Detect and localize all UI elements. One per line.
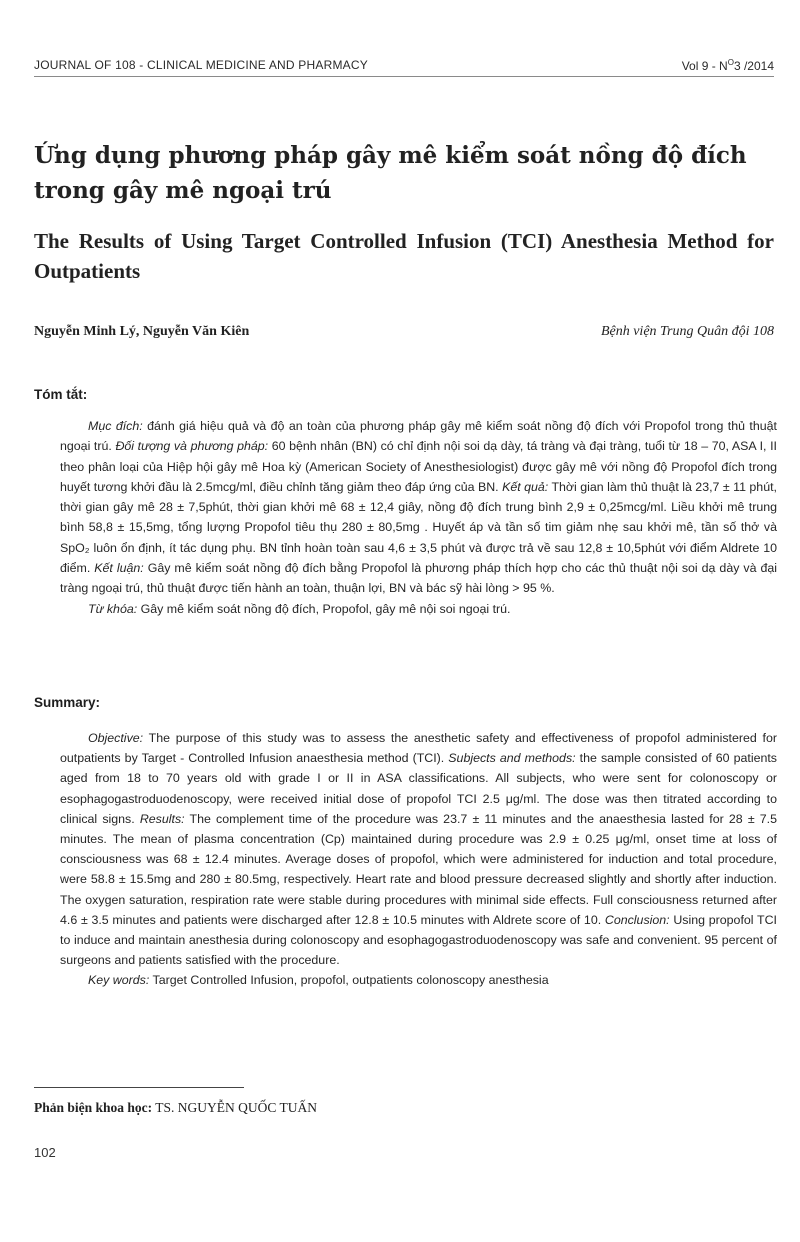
abstract-en-body: [60, 728, 777, 970]
footnote-rule: [34, 1087, 244, 1088]
conclusion-label-vi: Kết luận:: [94, 561, 144, 576]
volume-prefix: Vol 9 - N: [681, 59, 728, 73]
footnote-reviewer-name: TS. NGUYỄN QUỐC TUẤN: [152, 1100, 318, 1115]
journal-name: JOURNAL OF 108 - CLINICAL MEDICINE AND PHARMACY: [34, 58, 368, 72]
footnote-label: Phản biện khoa học:: [34, 1100, 153, 1115]
keywords-label-en: Key words:: [88, 973, 150, 988]
results-label-en: Results:: [139, 811, 185, 826]
methods-label-vi: Đối tượng và phương pháp:: [115, 439, 269, 454]
objective-label-vi: Mục đích:: [88, 419, 143, 433]
keywords-text-en: Target Controlled Infusion, propofol, outpatients colonoscopy anesthesia: [149, 973, 549, 988]
conclusion-text-en: Using propofol TCI to induce and maintain anesthesia during colonoscopy and esophagogastroduodenoscopy was safe and convenient. 95 percent of surgeons and patients satisfied with the procedure.: [60, 912, 777, 968]
affiliation: Bệnh viện Trung Quân đội 108: [600, 324, 774, 339]
volume-issue: [682, 58, 774, 73]
keywords-vi: [60, 599, 777, 619]
results-text-en: The complement time of the procedure was 23.7 ± 11 minutes and the anaesthesia lasted for 28 ± 7.5 minutes. The mean of plasma concentration (Cp) maintained during procedure was 2.9 ± 0.25 μg/ml, onset time at loss of consciousness was 68 ± 12.4 minutes. Average doses of propofol, which were administered for induction and total procedure, were 58.8 ± 15.5mg and 280 ± 80.5mg, respectively. Heart rate and blood pressure decreased slightly and shortly after induction. The oxygen saturation, respiration rate were stable during procedures with minimal side effects. Full consciousness returned after 4.6 ± 3.5 minutes and patients were discharged after 12.8 ± 10.5 minutes with Aldrete score of 10.: [60, 811, 777, 927]
methods-text-en: the sample consisted of 60 patients aged from 18 to 70 years old with grade I or II in ASA classifications. All subjects, who were sent for colonoscopy or esophagogastroduodenoscopy, were received initial dose of propofol TCI 2.5 μg/ml. The dose was then titrated according to clinical signs.: [60, 751, 777, 826]
conclusion-label-en: Conclusion:: [604, 912, 670, 927]
abstract-english: [60, 728, 777, 991]
title-english: The Results of Using Target Controlled Infusion (TCI) Anesthesia Method for Outpatients: [34, 229, 774, 283]
header-rule: [34, 76, 774, 77]
methods-text-vi: 60 bệnh nhân (BN) có chỉ định nội soi dạ dày, tá tràng và đại tràng, tuổi từ 18 – 70, ASA I, II theo phân loại của Hiệp hội gây mê Hoa kỳ (American Society of Anesthesiologist) được gây mê với nồng độ Propofol đích trong huyết tương khởi đầu là 2.5mcg/ml, điều chỉnh tăng giảm theo đáp ứng của BN.: [60, 439, 778, 494]
page-number: 102: [34, 1145, 56, 1160]
volume-suffix: 3 /2014: [733, 59, 774, 73]
keywords-text-vi: Gây mê kiểm soát nồng độ đích, Propofol, gây mê nội soi ngoại trú.: [137, 601, 511, 616]
volume-sup: O: [727, 58, 734, 67]
methods-label-en: Subjects and methods:: [448, 751, 576, 766]
conclusion-text-vi: Gây mê kiểm soát nồng độ đích bằng Propofol là phương pháp thích hợp cho các thủ thuật nội soi dạ dày và đại tràng ngoại trú, thủ thuật được tiến hành an toàn, thuận lợi, BN và bác sỹ hài lòng > 95 %.: [60, 561, 777, 596]
results-label-vi: Kết quả:: [502, 479, 549, 494]
footnote-reviewer: [34, 1100, 317, 1116]
authors: Nguyễn Minh Lý, Nguyễn Văn Kiên: [34, 324, 250, 339]
running-head: [34, 54, 774, 78]
title-vietnamese: Ứng dụng phương pháp gây mê kiểm soát nồng độ đích trong gây mê ngoại trú: [34, 142, 747, 204]
objective-text-en: The purpose of this study was to assess the anesthetic safety and effectiveness of propofol administered for outpatients by Target - Controlled Infusion anaesthesia method (TCI).: [60, 731, 777, 766]
objective-label-en: Objective:: [88, 731, 144, 745]
abstract-vi-body: [60, 416, 777, 599]
keywords-label-vi: Từ khóa:: [88, 601, 138, 616]
objective-text-vi: đánh giá hiệu quả và độ an toàn của phương pháp gây mê kiểm soát nồng độ đích với Propofol trong thủ thuật ngoại trú.: [60, 419, 777, 454]
abstract-vietnamese: [60, 416, 777, 619]
abstract-vi-heading: Tóm tắt:: [34, 387, 88, 402]
abstract-en-heading: Summary:: [34, 695, 101, 710]
results-text-vi: Thời gian làm thủ thuật là 23,7 ± 11 phút, thời gian gây mê 28 ± 7,5phút, thời gian khởi mê 68 ± 12,4 giây, nồng độ đích trung bình 2,9 ± 0,25mcg/ml. Liều khởi mê trung bình 58,8 ± 15,5mg, tổng lượng Propofol tiêu thụ 280 ± 80,5mg . Huyết áp và tần số tim giảm nhẹ sau khởi mê, tần số thở và SpO₂ luôn ổn định, ít tác dụng phụ. BN tỉnh hoàn toàn sau 4,6 ± 3,5 phút và được trả về sau 12,8 ± 10,5phút với điểm Aldrete 10 điểm.: [60, 479, 777, 576]
keywords-en: [60, 970, 777, 990]
